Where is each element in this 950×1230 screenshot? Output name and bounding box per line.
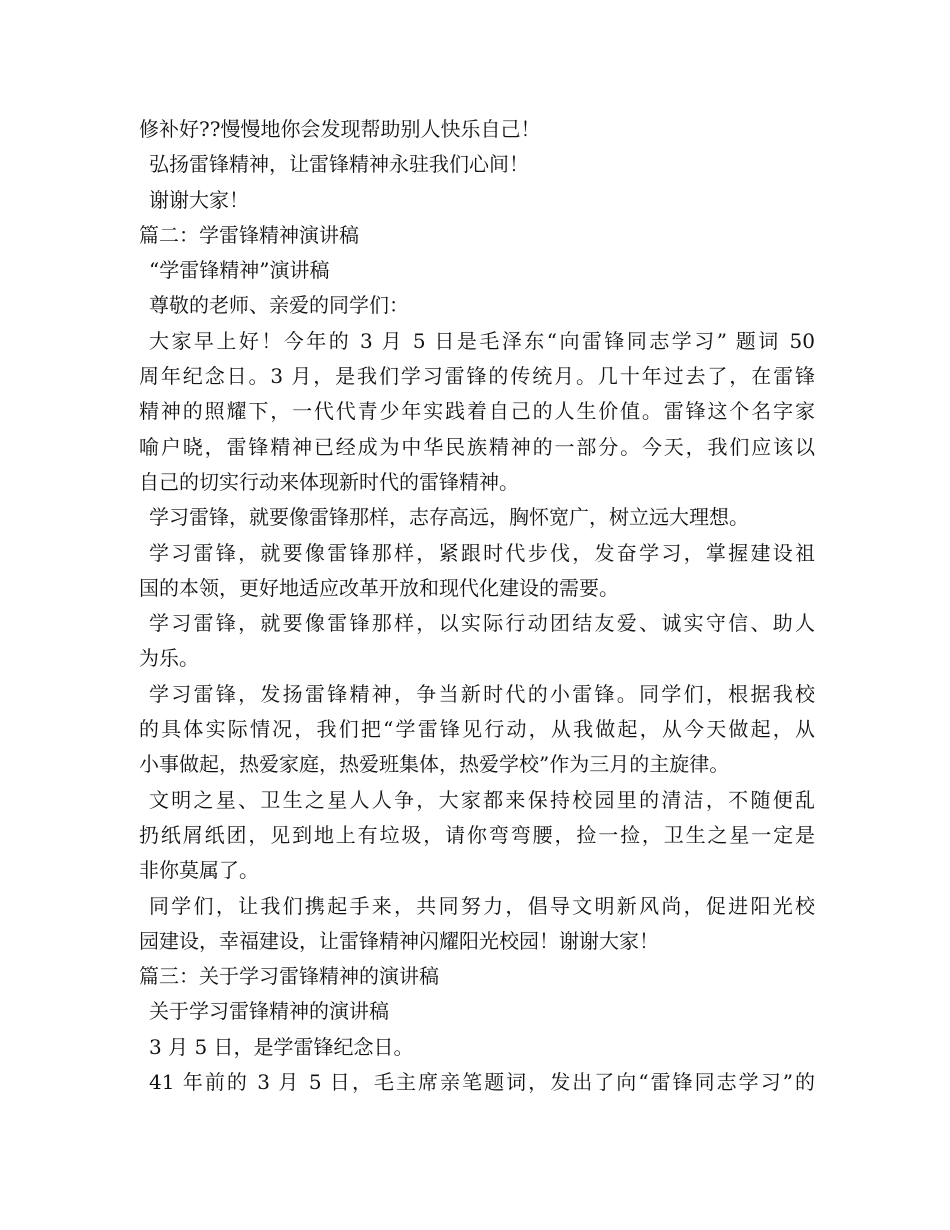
text-line: 园建设，幸福建设，让雷锋精神闪耀阳光校园！谢谢大家！ [139,928,659,953]
text-line: 小事做起，热爱家庭，热爱班集体，热爱学校”作为三月的主旋律。 [139,752,730,777]
text-line: 国的本领，更好地适应改革开放和现代化建设的需要。 [139,575,619,600]
text-line: 精神的照耀下，一代代青少年实践着自己的人生价值。雷锋这个名字家 [139,399,815,424]
text-line: 文明之星、卫生之星人人争，大家都来保持校园里的清洁，不随便乱 [149,787,815,812]
text-line: 学习雷锋，就要像雷锋那样，以实际行动团结友爱、诚实守信、助人 [149,611,815,636]
text-line: 弘扬雷锋精神，让雷锋精神永驻我们心间！ [149,152,529,177]
text-line: 学习雷锋，就要像雷锋那样，紧跟时代步伐，发奋学习，掌握建设祖 [149,540,815,565]
text-line: 同学们，让我们携起手来，共同努力，倡导文明新风尚，促进阳光校 [149,893,815,918]
text-line: 大家早上好！今年的 3 月 5 日是毛泽东“向雷锋同志学习” 题词 50 [149,328,815,353]
text-line: 3 月 5 日，是学雷锋纪念日。 [149,1034,414,1059]
text-line: 周年纪念日。3 月，是我们学习雷锋的传统月。几十年过去了，在雷锋 [139,364,815,389]
text-line: 为乐。 [139,646,199,671]
text-line: 非你莫属了。 [139,858,259,883]
text-line: 的具体实际情况，我们把“学雷锋见行动，从我做起，从今天做起，从 [139,717,815,742]
text-line: 自己的切实行动来体现新时代的雷锋精神。 [139,469,519,494]
text-line: 41 年前的 3 月 5 日，毛主席亲笔题词，发出了向“雷锋同志学习”的 [149,1070,815,1095]
speech-title: “学雷锋精神”演讲稿 [149,258,330,283]
salutation: 尊敬的老师、亲爱的同学们： [149,293,409,318]
text-line: 谢谢大家！ [149,187,249,212]
speech-title: 关于学习雷锋精神的演讲稿 [149,999,389,1024]
text-line: 学习雷锋，就要像雷锋那样，志存高远，胸怀宽广，树立远大理想。 [149,505,749,530]
text-line: 喻户晓，雷锋精神已经成为中华民族精神的一部分。今天，我们应该以 [139,434,815,459]
section-heading: 篇三：关于学习雷锋精神的演讲稿 [139,964,439,989]
document-page [139,112,815,1100]
text-line: 扔纸屑纸团，见到地上有垃圾，请你弯弯腰，捡一捡，卫生之星一定是 [139,822,815,847]
section-heading: 篇二：学雷锋精神演讲稿 [139,222,359,247]
text-line: 修补好??慢慢地你会发现帮助别人快乐自己！ [139,117,541,141]
text-line: 学习雷锋，发扬雷锋精神，争当新时代的小雷锋。同学们，根据我校 [149,681,815,706]
